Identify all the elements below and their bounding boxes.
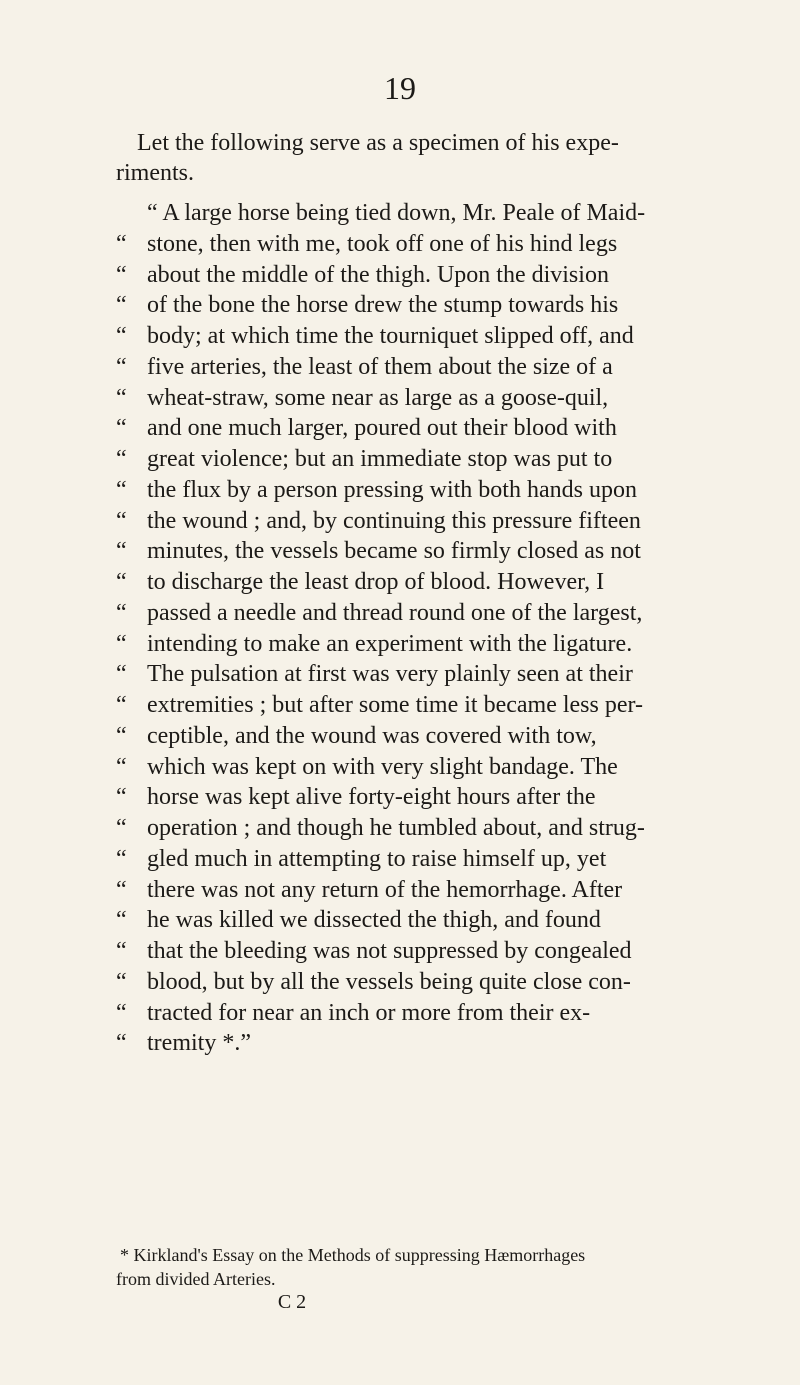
footnote	[116, 1243, 686, 1291]
quote-mark: “	[116, 415, 127, 442]
quote-mark: “	[116, 722, 127, 749]
intro-line: Let the following serve as a specimen of his expe-	[137, 130, 619, 156]
quote-line: “ that the bleeding was not suppressed by congealed	[116, 936, 686, 967]
quote-mark: “	[116, 507, 127, 534]
quote-line: “ which was kept on with very slight bandage. The	[116, 752, 686, 783]
quote-line: “ and one much larger, poured out their blood with	[116, 413, 686, 444]
quote-line: “ gled much in attempting to raise himself up, yet	[116, 844, 686, 875]
quote-mark: “	[116, 692, 127, 718]
quote-mark: “	[116, 1030, 127, 1057]
quote-mark: “	[116, 384, 127, 411]
quote-mark: “	[116, 876, 127, 903]
quote-mark: “	[116, 753, 127, 780]
quote-mark: “	[116, 784, 127, 811]
quote-mark: “	[116, 630, 127, 657]
quote-line: “ The pulsation at first was very plainly seen at their	[116, 659, 686, 690]
quote-mark: “	[116, 292, 127, 319]
footnote-line: from divided Arteries.	[116, 1269, 276, 1289]
quote-line: “ the wound ; and, by continuing this pressure fifteen	[116, 506, 686, 537]
quote-line: “ body; at which time the tourniquet slipped off, and	[116, 321, 686, 352]
quoted-passage	[116, 198, 686, 1059]
quote-line: “ stone, then with me, took off one of his hind legs	[116, 229, 686, 260]
quote-mark: “	[116, 538, 127, 565]
quote-mark: “	[116, 476, 127, 503]
quote-mark: “	[116, 446, 127, 472]
quote-line: “ tracted for near an inch or more from their ex-	[116, 998, 686, 1029]
quote-line: “ horse was kept alive forty-eight hours after the	[116, 782, 686, 813]
quote-mark: “	[116, 569, 127, 595]
quote-line: “ extremities ; but after some time it became less per-	[116, 690, 686, 721]
quote-mark: “	[116, 661, 127, 688]
quote-line: “ five arteries, the least of them about the size of a	[116, 352, 686, 383]
quote-mark: “	[116, 230, 127, 257]
quote-line: “ ceptible, and the wound was covered with tow,	[116, 721, 686, 752]
quote-mark: “	[116, 845, 127, 872]
signature-mark: C 2	[277, 1291, 307, 1313]
quote-mark: “	[116, 815, 127, 841]
quote-line: “ operation ; and though he tumbled about, and strug-	[116, 813, 686, 844]
quote-line: “ passed a needle and thread round one of the largest,	[116, 598, 686, 629]
quote-line: “ A large horse being tied down, Mr. Peale of Maid-	[147, 200, 646, 226]
quote-mark: “	[116, 999, 127, 1026]
page-number: 19	[384, 70, 416, 106]
intro-paragraph	[116, 128, 676, 188]
footnote-line: * Kirkland's Essay on the Methods of suppressing Hæmorrhages	[120, 1245, 586, 1265]
quote-mark: “	[116, 938, 127, 964]
quote-line: “ intending to make an experiment with the ligature.	[116, 629, 686, 660]
quote-mark: “	[116, 323, 127, 349]
quote-line: “ there was not any return of the hemorrhage. After	[116, 875, 686, 906]
quote-line: “ great violence; but an immediate stop was put to	[116, 444, 686, 475]
quote-line: “ he was killed we dissected the thigh, and found	[116, 905, 686, 936]
quote-line: “ about the middle of the thigh. Upon the division	[116, 260, 686, 291]
quote-line: “ wheat-straw, some near as large as a goose-quil,	[116, 383, 686, 414]
quote-line: “ of the bone the horse drew the stump towards his	[116, 290, 686, 321]
quote-mark: “	[116, 907, 127, 934]
quote-mark: “	[116, 261, 127, 288]
quote-mark: “	[116, 599, 127, 626]
quote-mark: “	[116, 353, 127, 380]
quote-line: “ tremity *.”	[116, 1028, 686, 1059]
quote-line: “ the flux by a person pressing with both hands upon	[116, 475, 686, 506]
quote-mark: “	[116, 968, 127, 995]
quote-line: “ minutes, the vessels became so firmly closed as not	[116, 536, 686, 567]
intro-line: riments.	[116, 160, 194, 186]
quote-line: “ blood, but by all the vessels being quite close con-	[116, 967, 686, 998]
quote-line: “ to discharge the least drop of blood. However, I	[116, 567, 686, 598]
